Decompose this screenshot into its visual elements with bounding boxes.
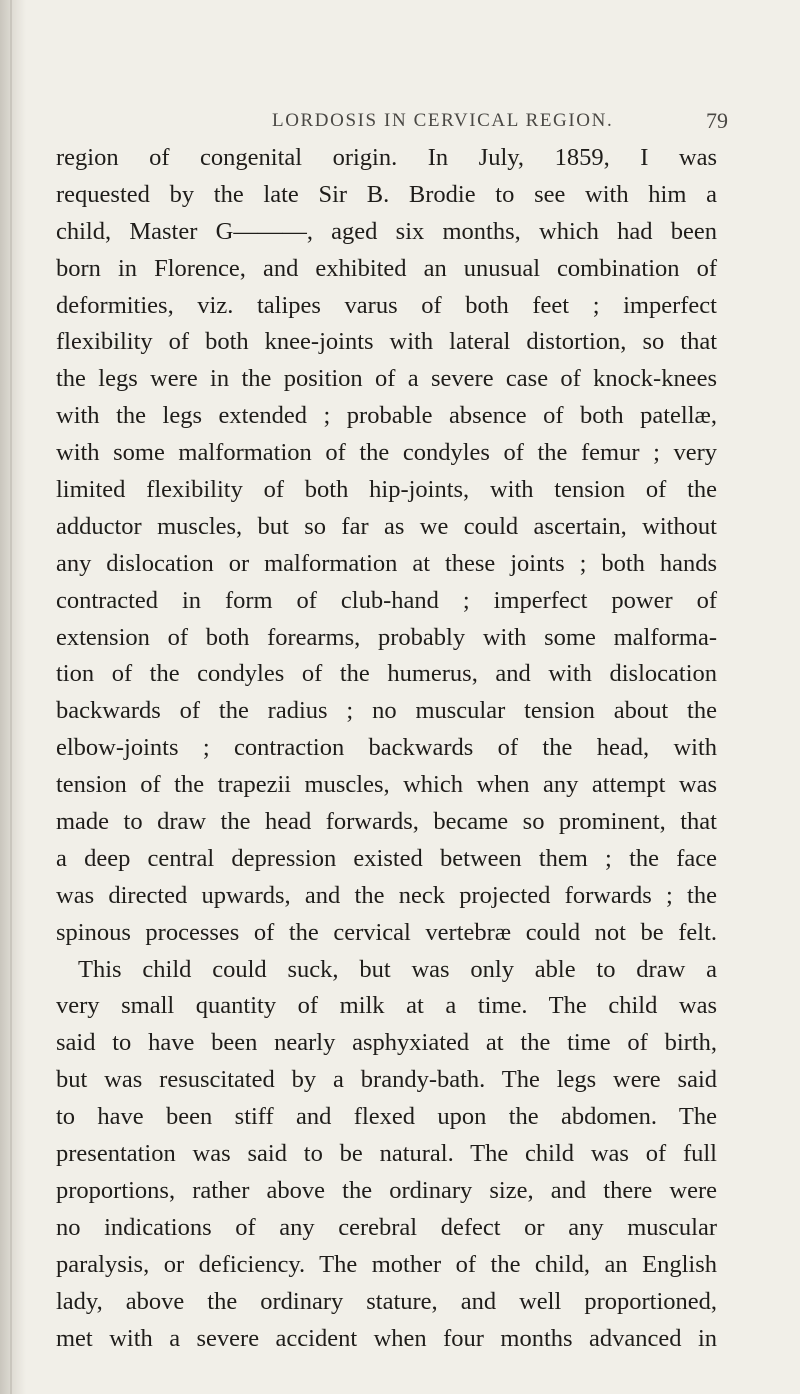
text-line: contracted in form of club-hand ; imperfect power of: [56, 586, 717, 614]
text-line: proportions, rather above the ordinary size, and there were: [56, 1176, 717, 1204]
text-line: presentation was said to be natural. The child was of full: [56, 1140, 717, 1168]
text-line: tion of the condyles of the humerus, and with dislocation: [56, 660, 717, 688]
page-number: 79: [706, 108, 728, 133]
text-line: made to draw the head forwards, became so prominent, that: [56, 808, 717, 836]
text-line: any dislocation or malformation at these joints ; both hands: [56, 549, 717, 577]
text-line: paralysis, or deficiency. The mother of the child, an English: [56, 1250, 717, 1278]
running-head: [0, 110, 800, 140]
text-line: met with a severe accident when four months advanced in: [56, 1324, 717, 1352]
text-line: elbow-joints ; contraction backwards of the head, with: [56, 734, 717, 762]
text-line: the legs were in the position of a severe case of knock-knees: [56, 365, 717, 393]
text-line: deformities, viz. talipes varus of both feet ; imperfect: [56, 291, 717, 319]
body-text: [56, 140, 717, 1352]
text-line: limited flexibility of both hip-joints, with tension of the: [56, 476, 717, 504]
text-line: extension of both forearms, probably with some malforma-: [56, 623, 717, 651]
text-line: a deep central depression existed between them ; the face: [56, 844, 717, 872]
text-line: requested by the late Sir B. Brodie to see with him a: [56, 180, 717, 208]
text-line: to have been stiff and flexed upon the abdomen. The: [56, 1103, 717, 1131]
text-line: born in Florence, and exhibited an unusual combination of: [56, 254, 717, 282]
page-gutter-edge: [10, 0, 12, 1394]
text-line: was directed upwards, and the neck projected forwards ; the: [56, 881, 717, 909]
text-line: with some malformation of the condyles of the femur ; very: [56, 439, 717, 467]
running-head-title: LORDOSIS IN CERVICAL REGION.: [272, 110, 614, 131]
text-line: with the legs extended ; probable absence of both patellæ,: [56, 402, 717, 430]
text-line: lady, above the ordinary stature, and well proportioned,: [56, 1287, 717, 1315]
page-gutter-shadow: [0, 0, 26, 1394]
text-line: but was resuscitated by a brandy-bath. The legs were said: [56, 1066, 717, 1094]
text-line: very small quantity of milk at a time. The child was: [56, 992, 717, 1020]
text-line: backwards of the radius ; no muscular tension about the: [56, 697, 717, 725]
text-line: child, Master G———, aged six months, which had been: [56, 217, 717, 245]
text-line: no indications of any cerebral defect or any muscular: [56, 1213, 717, 1241]
text-line: flexibility of both knee-joints with lateral distortion, so that: [56, 328, 717, 356]
text-line: This child could suck, but was only able to draw a: [78, 955, 717, 983]
text-line: tension of the trapezii muscles, which when any attempt was: [56, 771, 717, 799]
text-line: adductor muscles, but so far as we could ascertain, without: [56, 512, 717, 540]
text-line: spinous processes of the cervical vertebræ could not be felt.: [56, 918, 717, 946]
text-line: said to have been nearly asphyxiated at the time of birth,: [56, 1029, 717, 1057]
text-line: region of congenital origin. In July, 1859, I was: [56, 144, 717, 171]
